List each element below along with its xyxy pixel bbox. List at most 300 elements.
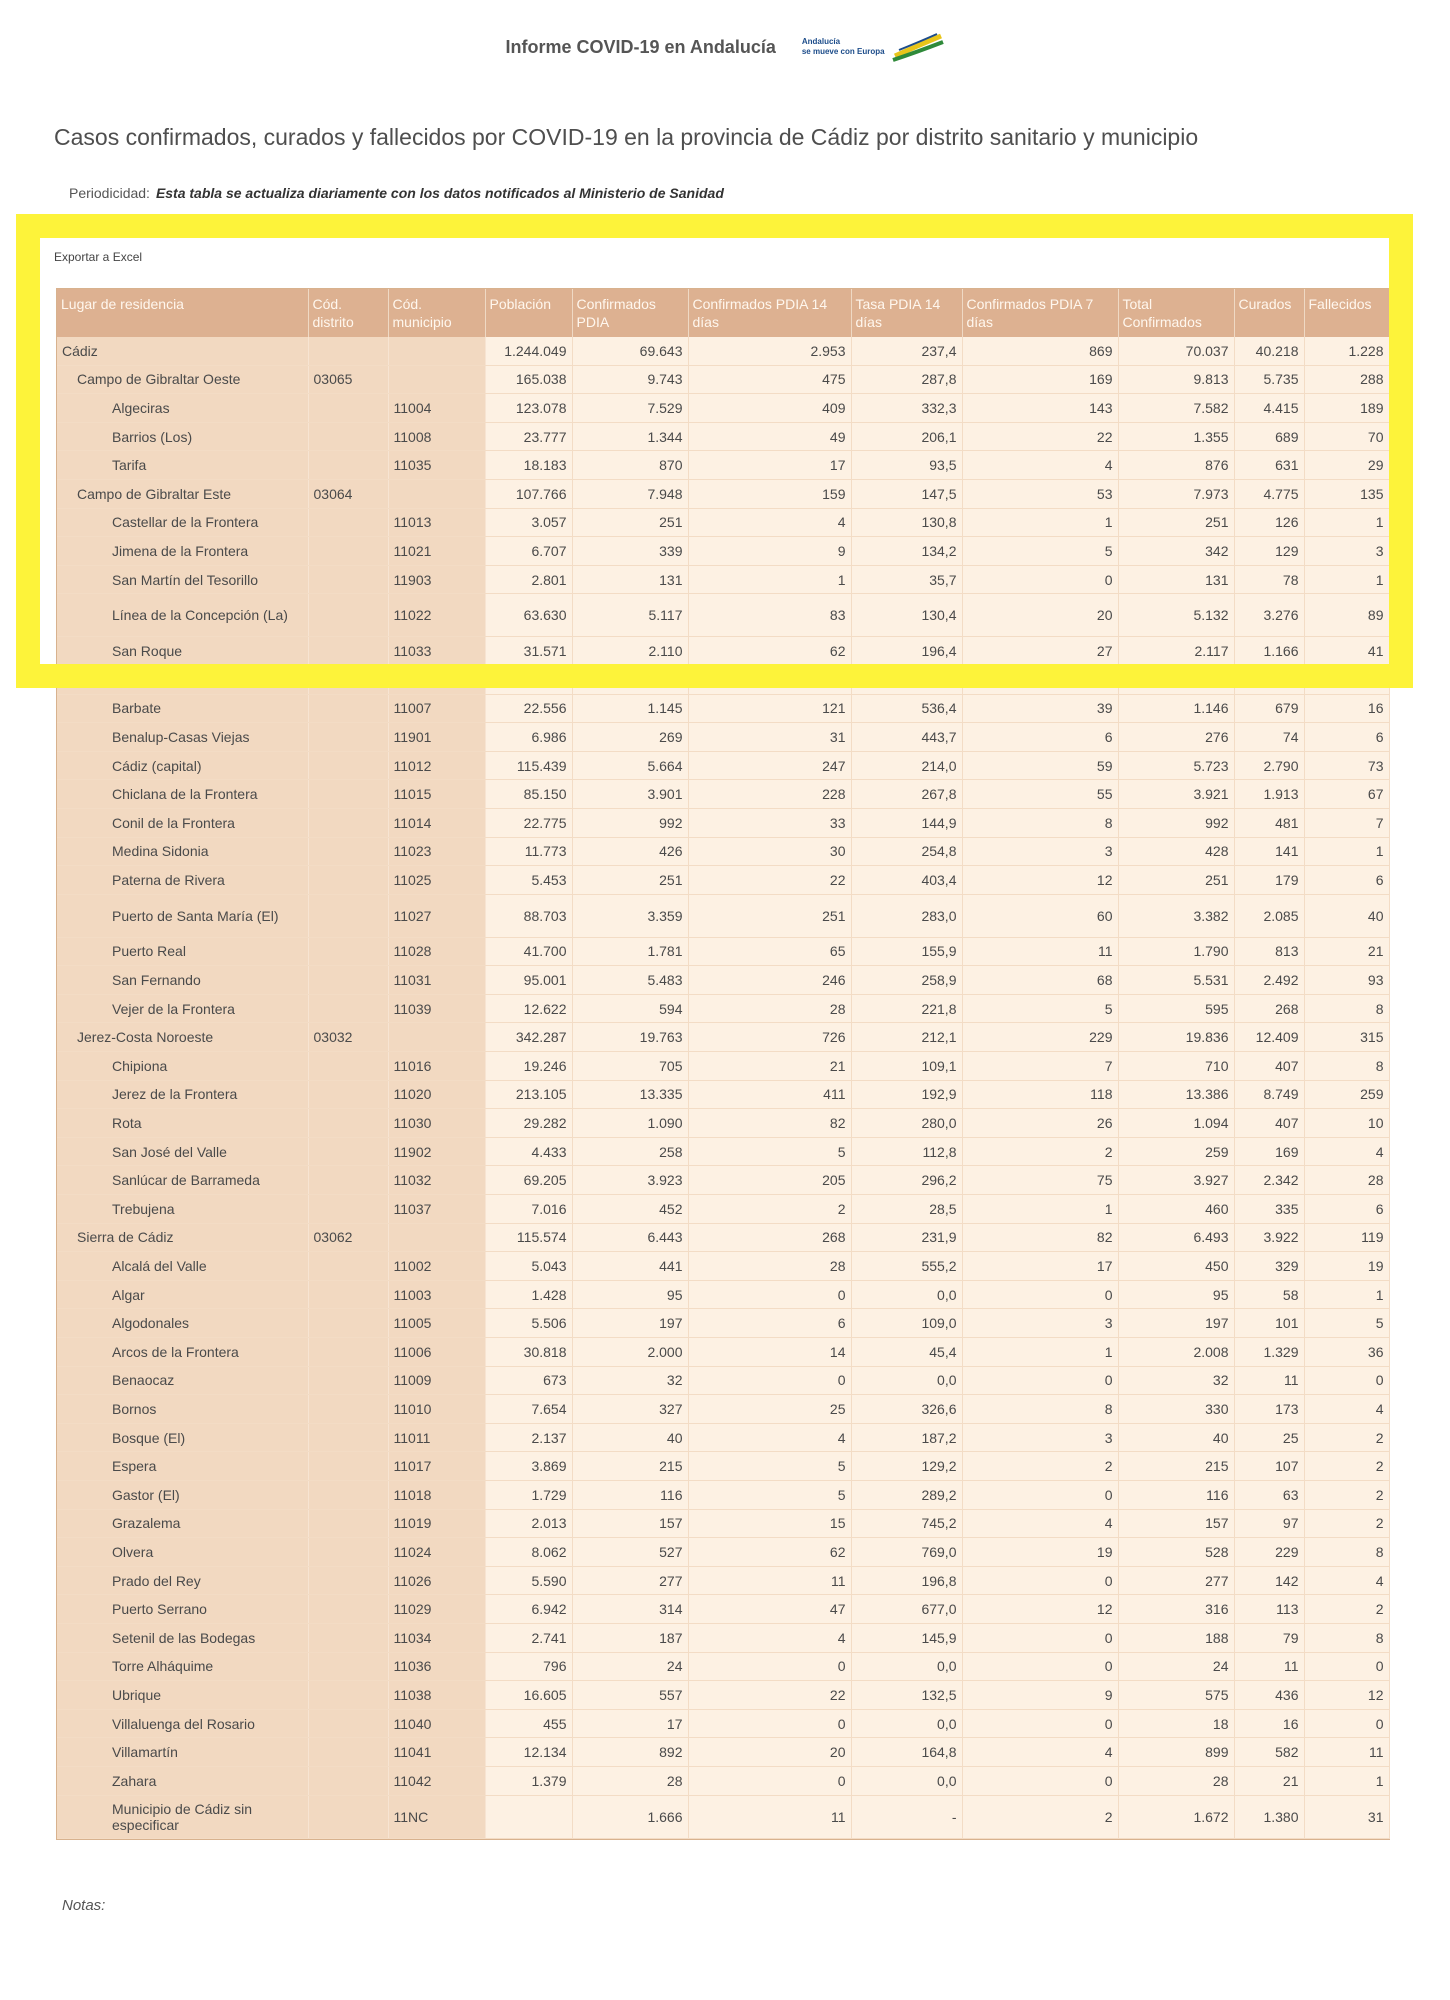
- cell-tasa-14: 0,0: [851, 1652, 962, 1681]
- table-row-district: [57, 365, 1389, 394]
- cell-total-confirmados: 342: [1118, 537, 1234, 566]
- table-row: [57, 1681, 1389, 1710]
- place-name: Villamartín: [112, 1744, 178, 1761]
- cell-fallecidos: 89: [1304, 594, 1389, 637]
- cell-cod-municipio: 11008: [388, 422, 485, 451]
- cell-cod-distrito: [308, 1280, 388, 1309]
- cell-confirmados-14: 411: [688, 1080, 851, 1109]
- table-row-district: [57, 479, 1389, 508]
- cell-curados: 173: [1234, 1395, 1304, 1424]
- cell-cod-distrito: [308, 837, 388, 866]
- cell-confirmados-14: 83: [688, 594, 851, 637]
- cell-lugar: [57, 1023, 308, 1052]
- cell-cod-distrito: [308, 1595, 388, 1624]
- cell-confirmados-7: 4: [962, 451, 1118, 480]
- cell-confirmados-pdia: 157: [572, 1509, 688, 1538]
- cell-confirmados-14: 65: [688, 937, 851, 966]
- cell-tasa-14: 35,7: [851, 565, 962, 594]
- covid-cases-table: [57, 289, 1390, 1839]
- cell-confirmados-pdia: 3.901: [572, 780, 688, 809]
- cell-confirmados-pdia: 17: [572, 1709, 688, 1738]
- cell-confirmados-14: 726: [688, 1023, 851, 1052]
- cell-total-confirmados: 251: [1118, 866, 1234, 895]
- cell-poblacion: 2.741: [485, 1623, 572, 1652]
- cell-fallecidos: 1: [1304, 1280, 1389, 1309]
- cell-tasa-14: 130,8: [851, 508, 962, 537]
- cell-tasa-14: 296,2: [851, 1166, 962, 1195]
- cell-cod-distrito: [308, 694, 388, 723]
- cell-curados: 25: [1234, 1423, 1304, 1452]
- cell-confirmados-pdia: 1.145: [572, 694, 688, 723]
- place-name: Paterna de Rivera: [112, 871, 225, 888]
- cell-tasa-14: 237,4: [851, 337, 962, 365]
- table-row: [57, 1309, 1389, 1338]
- cell-confirmados-pdia: 32: [572, 1366, 688, 1395]
- place-name: Chipiona: [112, 1057, 168, 1074]
- cell-cod-distrito: [308, 1309, 388, 1338]
- table-row: [57, 1423, 1389, 1452]
- cell-lugar: [57, 637, 308, 666]
- cell-confirmados-pdia: 251: [572, 508, 688, 537]
- cell-fallecidos: 29: [1304, 451, 1389, 480]
- cell-tasa-14: 187,2: [851, 1423, 962, 1452]
- cell-fallecidos: 31: [1304, 1795, 1389, 1838]
- cell-curados: 169: [1234, 1137, 1304, 1166]
- cell-cod-municipio: 11004: [388, 394, 485, 423]
- table-row: [57, 1652, 1389, 1681]
- place-name: Algar: [112, 1286, 145, 1303]
- cell-confirmados-14: 4: [688, 1423, 851, 1452]
- cell-cod-municipio: 11031: [388, 966, 485, 995]
- table-row: [57, 1052, 1389, 1081]
- table-row: [57, 1566, 1389, 1595]
- cell-confirmados-14: 30: [688, 837, 851, 866]
- cell-total-confirmados: 450: [1118, 1252, 1234, 1281]
- cell-lugar: [57, 894, 308, 937]
- cell-total-confirmados: 460: [1118, 1195, 1234, 1224]
- cell-confirmados-7: 68: [962, 966, 1118, 995]
- cell-confirmados-14: 11: [688, 1566, 851, 1595]
- cell-confirmados-14: 22: [688, 866, 851, 895]
- place-name: Bornos: [112, 1400, 157, 1417]
- cell-confirmados-7: 8: [962, 808, 1118, 837]
- cell-tasa-14: 267,8: [851, 780, 962, 809]
- cell-poblacion: 1.379: [485, 1766, 572, 1795]
- cell-confirmados-pdia: 3.923: [572, 1166, 688, 1195]
- cell-curados: 4.415: [1234, 394, 1304, 423]
- place-name: Puerto de Santa María (El): [112, 907, 279, 924]
- cell-curados: 12.409: [1234, 1023, 1304, 1052]
- cell-curados: 11: [1234, 1652, 1304, 1681]
- cell-curados: 5.735: [1234, 365, 1304, 394]
- place-name: Jimena de la Frontera: [112, 542, 249, 559]
- cell-total-confirmados: 1.790: [1118, 937, 1234, 966]
- cell-poblacion: 107.766: [485, 479, 572, 508]
- cell-confirmados-14: 0: [688, 1766, 851, 1795]
- cell-confirmados-pdia: 3.359: [572, 894, 688, 937]
- cell-cod-distrito: [308, 1395, 388, 1424]
- cell-lugar: [57, 723, 308, 752]
- cell-lugar: [57, 1338, 308, 1367]
- cell-cod-distrito: [308, 1623, 388, 1652]
- col-header-confirmados-14: Confirmados PDIA 14 días: [688, 289, 851, 337]
- col-header-poblacion: Población: [485, 289, 572, 337]
- cell-confirmados-7: 19: [962, 1538, 1118, 1567]
- export-excel-link[interactable]: Exportar a Excel: [54, 250, 143, 264]
- cell-confirmados-7: 5: [962, 537, 1118, 566]
- cell-cod-municipio: 11033: [388, 637, 485, 666]
- cell-fallecidos: 5: [1304, 1309, 1389, 1338]
- cell-lugar: [57, 1423, 308, 1452]
- cell-tasa-14: 147,5: [851, 479, 962, 508]
- cell-poblacion: 1.244.049: [485, 337, 572, 365]
- cell-poblacion: 5.453: [485, 866, 572, 895]
- cell-curados: 21: [1234, 1766, 1304, 1795]
- cell-confirmados-pdia: 197: [572, 1309, 688, 1338]
- table-row: [57, 422, 1389, 451]
- cell-total-confirmados: 259: [1118, 1137, 1234, 1166]
- cell-cod-distrito: [308, 937, 388, 966]
- cell-total-confirmados: 330: [1118, 1395, 1234, 1424]
- place-name: Sanlúcar de Barrameda: [112, 1172, 260, 1189]
- cell-lugar: [57, 1309, 308, 1338]
- cell-curados: 2.790: [1234, 751, 1304, 780]
- cell-lugar: [57, 1738, 308, 1767]
- cell-tasa-14: 28,5: [851, 1195, 962, 1224]
- cell-cod-municipio: 11018: [388, 1480, 485, 1509]
- cell-tasa-14: 287,8: [851, 365, 962, 394]
- table-row: [57, 637, 1389, 666]
- cell-confirmados-7: 7: [962, 1052, 1118, 1081]
- cell-total-confirmados: 316: [1118, 1595, 1234, 1624]
- cell-confirmados-14: 268: [688, 1223, 851, 1252]
- cell-confirmados-pdia: 40: [572, 1423, 688, 1452]
- cell-fallecidos: 28: [1304, 1166, 1389, 1195]
- cell-confirmados-14: 62: [688, 637, 851, 666]
- cell-lugar: [57, 1052, 308, 1081]
- cell-cod-distrito: 03064: [308, 479, 388, 508]
- cell-confirmados-14: 2.953: [688, 337, 851, 365]
- table-row: [57, 1595, 1389, 1624]
- cell-poblacion: 29.282: [485, 1109, 572, 1138]
- cell-total-confirmados: 575: [1118, 1681, 1234, 1710]
- place-name: Puerto Serrano: [112, 1601, 207, 1618]
- cell-total-confirmados: 992: [1118, 808, 1234, 837]
- cell-confirmados-7: 9: [962, 1681, 1118, 1710]
- cell-poblacion: 2.137: [485, 1423, 572, 1452]
- cell-total-confirmados: 2.008: [1118, 1338, 1234, 1367]
- cell-total-confirmados: 876: [1118, 451, 1234, 480]
- cell-total-confirmados: 24: [1118, 1652, 1234, 1681]
- cell-confirmados-pdia: 95: [572, 1280, 688, 1309]
- cell-cod-municipio: 11037: [388, 1195, 485, 1224]
- cell-cod-municipio: 11042: [388, 1766, 485, 1795]
- cell-confirmados-7: 143: [962, 394, 1118, 423]
- cell-lugar: [57, 1137, 308, 1166]
- cell-confirmados-14: 22: [688, 1681, 851, 1710]
- cell-lugar: [57, 1366, 308, 1395]
- cell-tasa-14: 229,6: [851, 665, 962, 694]
- cell-confirmados-pdia: 9.743: [572, 365, 688, 394]
- cell-curados: 113: [1234, 1595, 1304, 1624]
- cell-poblacion: 6.707: [485, 537, 572, 566]
- cell-tasa-14: 0,0: [851, 1766, 962, 1795]
- cell-tasa-14: 144,9: [851, 808, 962, 837]
- cell-curados: 63: [1234, 1480, 1304, 1509]
- cell-poblacion: 31.571: [485, 637, 572, 666]
- cell-curados: 407: [1234, 1109, 1304, 1138]
- col-header-confirmados-7: Confirmados PDIA 7 días: [962, 289, 1118, 337]
- table-row: [57, 537, 1389, 566]
- cell-poblacion: 5.506: [485, 1309, 572, 1338]
- cell-cod-municipio: [388, 365, 485, 394]
- cell-confirmados-14: 247: [688, 751, 851, 780]
- table-row-province: [57, 337, 1389, 365]
- cell-total-confirmados: 276: [1118, 723, 1234, 752]
- table-row: [57, 808, 1389, 837]
- cell-confirmados-pdia: 2.000: [572, 1338, 688, 1367]
- cell-poblacion: 3.869: [485, 1452, 572, 1481]
- cell-lugar: [57, 1480, 308, 1509]
- cell-confirmados-pdia: 705: [572, 1052, 688, 1081]
- cell-total-confirmados: 1.355: [1118, 422, 1234, 451]
- cell-cod-municipio: 11024: [388, 1538, 485, 1567]
- cell-cod-distrito: [308, 337, 388, 365]
- cell-confirmados-14: 15: [688, 1509, 851, 1538]
- cell-lugar: [57, 337, 308, 365]
- cell-curados: 335: [1234, 1195, 1304, 1224]
- cell-confirmados-pdia: 24: [572, 1652, 688, 1681]
- table-row: [57, 1509, 1389, 1538]
- cell-total-confirmados: 277: [1118, 1566, 1234, 1595]
- cell-confirmados-14: 6: [688, 1309, 851, 1338]
- cell-cod-distrito: [308, 1509, 388, 1538]
- cell-confirmados-7: 118: [962, 1080, 1118, 1109]
- cell-total-confirmados: 5.723: [1118, 751, 1234, 780]
- cell-curados: 79: [1234, 1623, 1304, 1652]
- cell-total-confirmados: 1.146: [1118, 694, 1234, 723]
- cell-curados: 78: [1234, 565, 1304, 594]
- cell-fallecidos: 2: [1304, 1509, 1389, 1538]
- cell-fallecidos: 2: [1304, 1423, 1389, 1452]
- cell-poblacion: 2.801: [485, 565, 572, 594]
- cell-fallecidos: 36: [1304, 1338, 1389, 1367]
- place-name: Setenil de las Bodegas: [112, 1629, 256, 1646]
- cell-poblacion: 5.590: [485, 1566, 572, 1595]
- cell-total-confirmados: 528: [1118, 1538, 1234, 1567]
- table-row: [57, 894, 1389, 937]
- cell-curados: 40.218: [1234, 337, 1304, 365]
- cell-cod-municipio: 11012: [388, 751, 485, 780]
- table-row: [57, 508, 1389, 537]
- cell-tasa-14: 196,8: [851, 1566, 962, 1595]
- cell-curados: 126: [1234, 508, 1304, 537]
- cell-tasa-14: 221,8: [851, 994, 962, 1023]
- periodicity-line: [69, 185, 724, 201]
- cell-tasa-14: 206,1: [851, 422, 962, 451]
- table-row: [57, 1166, 1389, 1195]
- place-name: Benalup-Casas Viejas: [112, 728, 250, 745]
- table-row: [57, 1480, 1389, 1509]
- cell-confirmados-14: 49: [688, 422, 851, 451]
- cell-confirmados-pdia: 1.344: [572, 422, 688, 451]
- cell-lugar: [57, 1538, 308, 1567]
- cell-lugar: [57, 1223, 308, 1252]
- cell-tasa-14: 403,4: [851, 866, 962, 895]
- cell-confirmados-7: 2: [962, 1452, 1118, 1481]
- cell-confirmados-7: 0: [962, 1652, 1118, 1681]
- cell-confirmados-14: 0: [688, 1652, 851, 1681]
- cell-poblacion: 12.622: [485, 994, 572, 1023]
- cell-confirmados-14: 1: [688, 565, 851, 594]
- cell-lugar: [57, 451, 308, 480]
- cell-curados: 11: [1234, 1366, 1304, 1395]
- table-row: [57, 1452, 1389, 1481]
- place-name: Municipio de Cádiz sin especificar: [112, 1800, 253, 1833]
- cell-confirmados-7: 2: [962, 1795, 1118, 1838]
- place-name: San José del Valle: [112, 1143, 227, 1160]
- cell-lugar: [57, 1709, 308, 1738]
- cell-cod-municipio: 11039: [388, 994, 485, 1023]
- cell-poblacion: 673: [485, 1366, 572, 1395]
- cell-cod-municipio: 11903: [388, 565, 485, 594]
- cell-tasa-14: 745,2: [851, 1509, 962, 1538]
- cell-cod-distrito: [308, 665, 388, 694]
- cell-confirmados-7: 39: [962, 694, 1118, 723]
- cell-tasa-14: 134,2: [851, 537, 962, 566]
- cell-lugar: [57, 1195, 308, 1224]
- cell-tasa-14: 326,6: [851, 1395, 962, 1424]
- cell-confirmados-pdia: 28: [572, 1766, 688, 1795]
- cell-total-confirmados: 28: [1118, 1766, 1234, 1795]
- cell-confirmados-7: 0: [962, 1566, 1118, 1595]
- cell-cod-distrito: [308, 1452, 388, 1481]
- cell-total-confirmados: 19.836: [1118, 1023, 1234, 1052]
- cell-confirmados-14: 409: [688, 394, 851, 423]
- cell-confirmados-pdia: 1.781: [572, 937, 688, 966]
- place-name: Benaocaz: [112, 1372, 175, 1389]
- cell-fallecidos: 0: [1304, 1652, 1389, 1681]
- cell-cod-distrito: [308, 637, 388, 666]
- table-row: [57, 451, 1389, 480]
- cell-lugar: [57, 694, 308, 723]
- cell-total-confirmados: 9.813: [1118, 365, 1234, 394]
- cell-confirmados-7: 229: [962, 1023, 1118, 1052]
- cell-fallecidos: 11: [1304, 1738, 1389, 1767]
- logo-stripes-icon: [891, 32, 945, 62]
- cell-total-confirmados: 251: [1118, 508, 1234, 537]
- cell-curados: 407: [1234, 1052, 1304, 1081]
- cell-tasa-14: 536,4: [851, 694, 962, 723]
- place-name: Olvera: [112, 1543, 154, 1560]
- cell-cod-municipio: [388, 1223, 485, 1252]
- place-name: Trebujena: [112, 1200, 175, 1217]
- cell-tasa-14: 112,8: [851, 1137, 962, 1166]
- periodicity-value: Esta tabla se actualiza diariamente con los datos notificados al Ministerio de Sanidad: [155, 185, 724, 201]
- cell-cod-distrito: [308, 1709, 388, 1738]
- cell-poblacion: 1.729: [485, 1480, 572, 1509]
- cell-fallecidos: 93: [1304, 966, 1389, 995]
- table-row: [57, 866, 1389, 895]
- cell-cod-distrito: [308, 394, 388, 423]
- cell-cod-distrito: [308, 537, 388, 566]
- cell-fallecidos: 1: [1304, 565, 1389, 594]
- cell-confirmados-pdia: 116: [572, 1480, 688, 1509]
- place-name: Torre Alháquime: [112, 1658, 214, 1675]
- cell-curados: 8.749: [1234, 1080, 1304, 1109]
- cell-confirmados-7: 12: [962, 866, 1118, 895]
- table-row: [57, 1538, 1389, 1567]
- cell-cod-municipio: 11030: [388, 1109, 485, 1138]
- cell-cod-municipio: 11021: [388, 537, 485, 566]
- cell-confirmados-pdia: 452: [572, 1195, 688, 1224]
- cell-confirmados-pdia: 277: [572, 1566, 688, 1595]
- cell-confirmados-pdia: 557: [572, 1681, 688, 1710]
- cell-confirmados-14: 31: [688, 723, 851, 752]
- cell-fallecidos: 73: [1304, 751, 1389, 780]
- cell-cod-distrito: [308, 866, 388, 895]
- cell-cod-municipio: 11005: [388, 1309, 485, 1338]
- cell-cod-distrito: 03032: [308, 1023, 388, 1052]
- cell-cod-municipio: 11038: [388, 1681, 485, 1710]
- cell-confirmados-7: 3: [962, 1309, 1118, 1338]
- cell-cod-distrito: [308, 451, 388, 480]
- place-name: Tarifa: [112, 457, 147, 474]
- cell-cod-municipio: 11026: [388, 1566, 485, 1595]
- cell-confirmados-pdia: 5.483: [572, 966, 688, 995]
- cell-poblacion: 455: [485, 1709, 572, 1738]
- place-name: Vejer de la Frontera: [112, 1000, 235, 1017]
- cell-confirmados-pdia: 13.335: [572, 1080, 688, 1109]
- cell-confirmados-pdia: 327: [572, 1395, 688, 1424]
- cell-lugar: [57, 594, 308, 637]
- cell-confirmados-7: 869: [962, 337, 1118, 365]
- cell-fallecidos: 6: [1304, 1195, 1389, 1224]
- cell-poblacion: 5.043: [485, 1252, 572, 1281]
- cell-fallecidos: 288: [1304, 365, 1389, 394]
- cell-confirmados-pdia: 215: [572, 1452, 688, 1481]
- place-name: Villaluenga del Rosario: [112, 1715, 255, 1732]
- cell-fallecidos: 259: [1304, 1080, 1389, 1109]
- cell-confirmados-pdia: 131: [572, 565, 688, 594]
- cell-lugar: [57, 866, 308, 895]
- cell-cod-distrito: [308, 1052, 388, 1081]
- cell-cod-municipio: 11035: [388, 451, 485, 480]
- cell-curados: 4.775: [1234, 479, 1304, 508]
- cell-total-confirmados: 2.117: [1118, 637, 1234, 666]
- cell-confirmados-pdia: 6.443: [572, 1223, 688, 1252]
- cell-tasa-14: -: [851, 1795, 962, 1838]
- cell-poblacion: 6.942: [485, 1595, 572, 1624]
- cell-fallecidos: 189: [1304, 394, 1389, 423]
- cell-cod-municipio: 11NC: [388, 1795, 485, 1838]
- cell-total-confirmados: 13.386: [1118, 1080, 1234, 1109]
- cell-tasa-14: 677,0: [851, 1595, 962, 1624]
- cell-cod-distrito: [308, 1538, 388, 1567]
- cell-fallecidos: 7: [1304, 808, 1389, 837]
- cell-tasa-14: 0,0: [851, 1366, 962, 1395]
- cell-lugar: [57, 365, 308, 394]
- cell-fallecidos: 10: [1304, 1109, 1389, 1138]
- cell-fallecidos: 0: [1304, 1366, 1389, 1395]
- cell-total-confirmados: 215: [1118, 665, 1234, 694]
- cell-curados: 329: [1234, 1252, 1304, 1281]
- cell-poblacion: 85.150: [485, 780, 572, 809]
- table-row: [57, 837, 1389, 866]
- andalucia-logo: [802, 32, 945, 62]
- cell-lugar: [57, 1595, 308, 1624]
- cell-confirmados-7: 1: [962, 1195, 1118, 1224]
